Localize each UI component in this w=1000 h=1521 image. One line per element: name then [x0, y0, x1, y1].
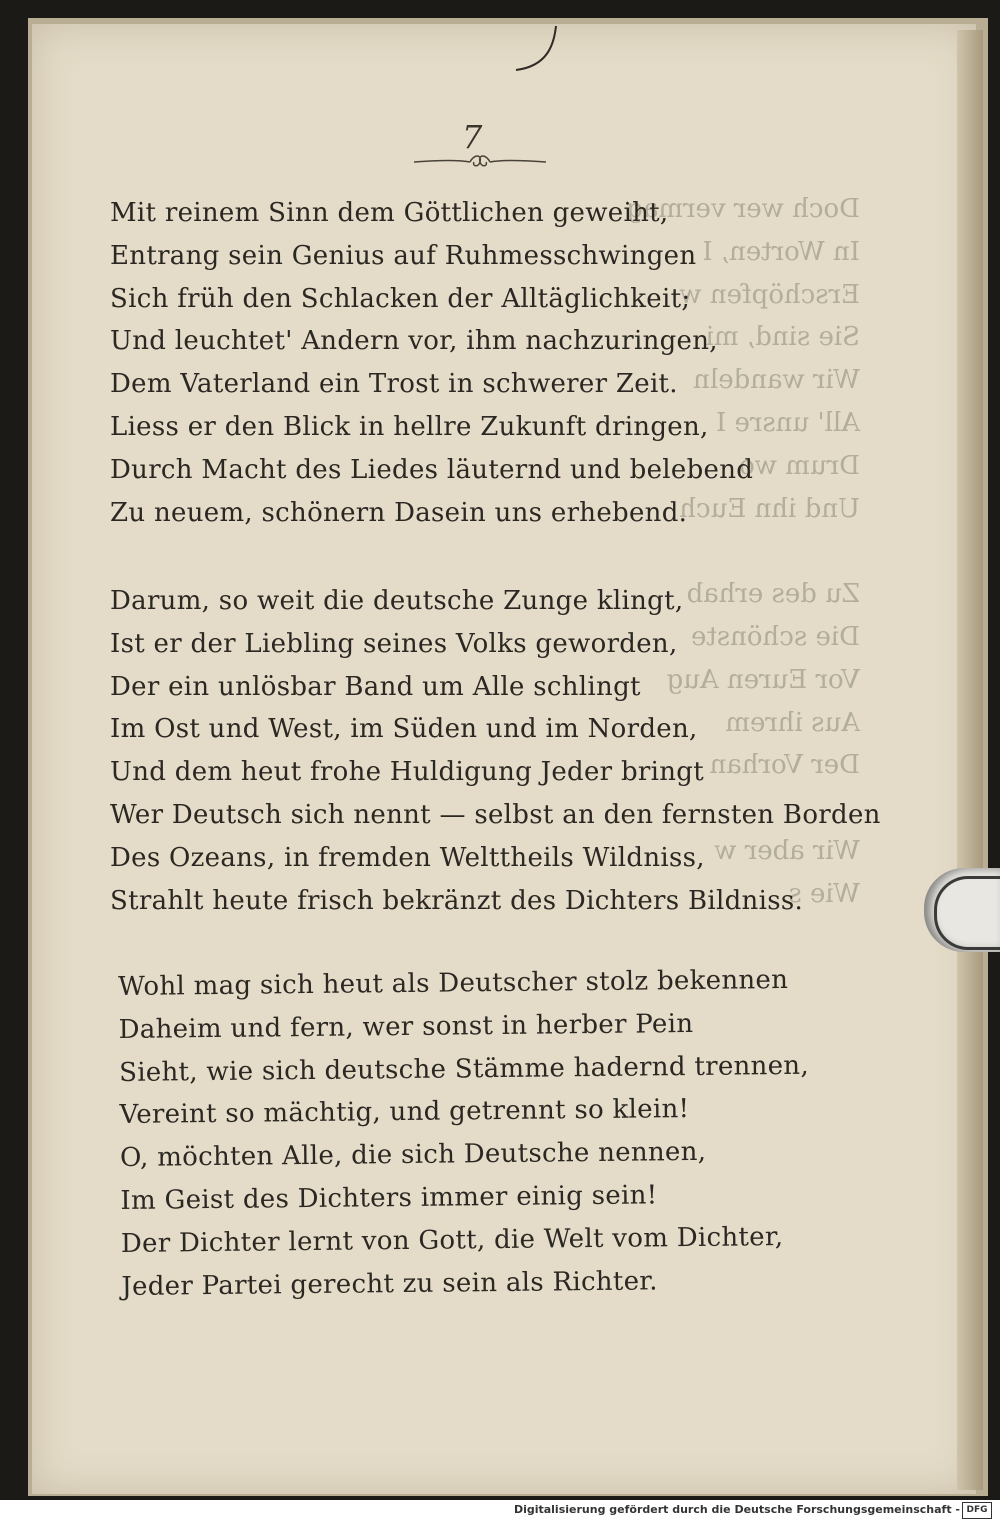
bleed-line: Die schönste	[690, 621, 860, 652]
poem-stanza-1	[110, 192, 890, 534]
poem-line: Liess er den Blick in hellre Zukunft dringen,	[110, 411, 709, 442]
page-number: 7	[462, 118, 483, 156]
bleed-line: All' unsre I	[715, 407, 860, 438]
page-tab-marker-ring	[934, 876, 1000, 950]
poem-line: Darum, so weit die deutsche Zunge klingt,	[110, 586, 684, 616]
bleed-line: Erschöpfen w	[679, 279, 860, 310]
poem-line: O, möchten Alle, die sich Deutsche nennen,	[119, 1137, 707, 1174]
poem-line: Durch Macht des Liedes läuternd und belebend	[110, 454, 754, 485]
poem-line: Ist er der Liebling seines Volks geworden,	[110, 628, 678, 659]
poem-line: Im Geist des Dichters immer einig sein!	[120, 1180, 658, 1216]
poem-line: Und dem heut frohe Huldigung Jeder bringt	[110, 757, 704, 788]
poem-line: Und leuchtet' Andern vor, ihm nachzuringen,	[110, 326, 718, 357]
bleed-line: Drum wo	[739, 450, 860, 481]
bleed-line: Sie sind, mi	[705, 322, 860, 353]
bleed-line: In Worten, I	[702, 236, 860, 267]
bleed-line: Und ihn Euch	[679, 493, 860, 524]
poem-line: Daheim und fern, wer sonst in herber Pein	[118, 1008, 694, 1045]
bleed-line: Doch wer vermag	[626, 194, 860, 224]
bleed-line: Wir aber w	[714, 835, 860, 866]
bleed-line: Der Vorhan	[709, 750, 860, 781]
bleed-line: Wie s	[788, 878, 860, 909]
bleed-line	[580, 530, 860, 573]
poem-line: Zu neuem, schönern Dasein uns erhebend.	[110, 497, 688, 528]
bleed-line: Aus ihrem	[725, 707, 860, 738]
poem-line: Des Ozeans, in fremden Welttheils Wildniss,	[110, 842, 705, 873]
bleed-line: Vor Euren Aug	[666, 664, 860, 695]
poem-line: Vereint so mächtig, und getrennt so klein!	[119, 1094, 690, 1131]
poem-line: Der Dichter lernt von Gott, die Welt vom Dichter,	[120, 1221, 784, 1259]
poem-line: Sieht, wie sich deutsche Stämme hadernd trennen,	[118, 1050, 810, 1088]
poem-stanza-2	[110, 580, 890, 922]
pen-stroke-mark	[512, 24, 572, 84]
poem-line: Sich früh den Schlacken der Alltäglichkeit;	[110, 283, 691, 314]
poem-line: Entrang sein Genius auf Ruhmesschwingen	[110, 240, 697, 271]
footer-credit: Digitalisierung gefördert durch die Deutsche Forschungsgemeinschaft -	[513, 1503, 960, 1516]
decorative-divider-icon	[410, 150, 550, 174]
poem-line: Im Ost und West, im Süden und im Norden,	[110, 714, 698, 745]
poem-line: Strahlt heute frisch bekränzt des Dichters Bildniss.	[110, 885, 804, 916]
poem-line: Der ein unlösbar Band um Alle schlingt	[110, 671, 641, 702]
bleed-line: Wir wandeln	[693, 365, 860, 396]
poem-line: Mit reinem Sinn dem Göttlichen geweiht,	[110, 198, 669, 228]
bleed-line: Zu des erhab	[686, 579, 860, 610]
poem-line: Wer Deutsch sich nennt — selbst an den fernsten Borden	[110, 799, 881, 830]
poem-stanza-3	[118, 958, 902, 1309]
dfg-logo: DFG	[962, 1502, 992, 1519]
page-edge	[957, 30, 983, 1490]
poem-line: Jeder Partei gerecht zu sein als Richter.	[121, 1265, 658, 1302]
poem-line: Dem Vaterland ein Trost in schwerer Zeit.	[110, 369, 678, 400]
poem-line: Wohl mag sich heut als Deutscher stolz bekennen	[118, 964, 789, 1002]
